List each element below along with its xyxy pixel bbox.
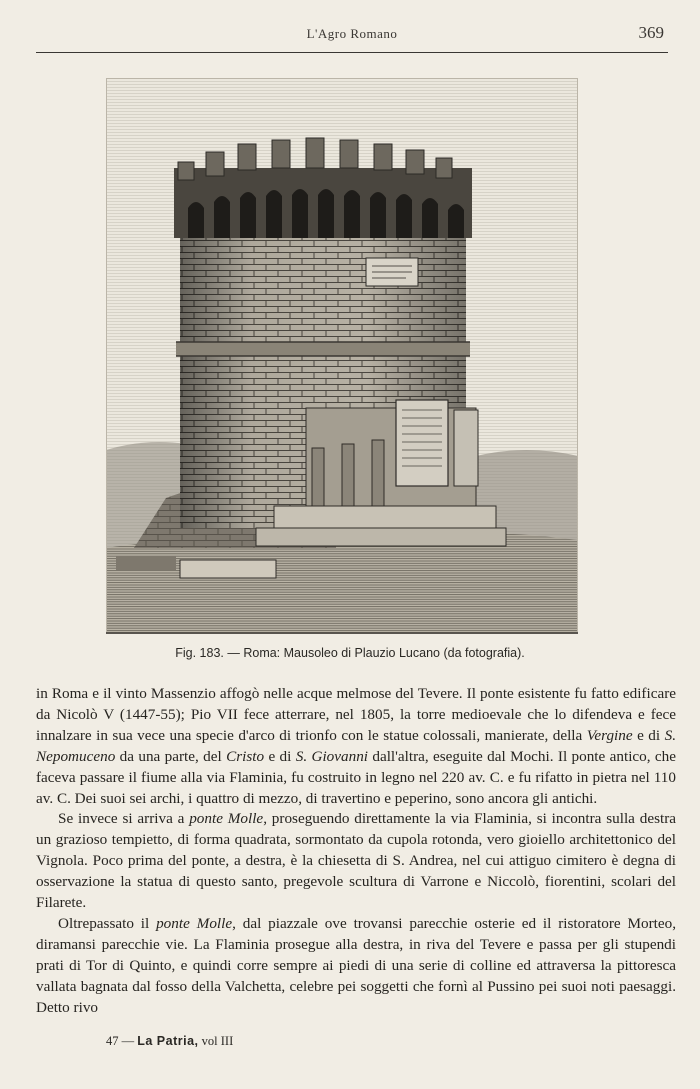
paragraph-2 bbox=[36, 809, 676, 914]
publication-title: La Patria, bbox=[137, 1034, 199, 1048]
signature-mark: 47 — bbox=[106, 1034, 135, 1048]
volume-label: vol III bbox=[201, 1034, 234, 1048]
italic-term: S. Giovanni bbox=[295, 747, 369, 765]
italic-term: Cristo bbox=[226, 747, 265, 765]
text-run: , proseguendo direttamente la via Flaminia, si incontra sulla destra un grazioso tempietto, di forma quadrata, sormontato da cupola rotonda, vero gioiello architettonico del Vignola. Poco prima del ponte, a destra, è la chiesetta di S. Andrea, nel cui attiguo cimitero è degna di osservazione la statua di questo santo, pregevole scultura di Varrone e Niccolò, fiorentini, scolari del Filarete. bbox=[36, 810, 676, 912]
signature-footer bbox=[106, 1034, 233, 1049]
text-run: da una parte, del bbox=[115, 747, 227, 765]
body-text bbox=[36, 684, 676, 1019]
running-header bbox=[36, 22, 668, 53]
text-run: e di bbox=[264, 747, 296, 765]
text-run: e di bbox=[632, 726, 665, 744]
paragraph-3 bbox=[36, 914, 676, 1019]
running-title: L'Agro Romano bbox=[306, 26, 398, 41]
engraving-mausoleum bbox=[106, 78, 578, 634]
text-run: in Roma e il vinto Massenzio affogò nelle acque melmose del Tevere. Il ponte esistente fu fatto edificare da Nicolò V (1447-55); Pio VII fece atterrare, nel 1805, la torre medioevale che lo difendeva e fece innalzare in sua vece una specie d'arco di trionfo con le statue colossali, manierate, della bbox=[36, 685, 676, 744]
italic-term: ponte Molle bbox=[189, 810, 264, 828]
text-run: , dal piazzale ove trovansi parecchie osterie ed il ristoratore Morteo, diramansi parecchie vie. La Flaminia prosegue alla destra, in riva del Tevere e passa per gli stupendi prati di Tor di Quinto, e quindi corre sempre ai piedi di una serie di colline ed attraversa la pittoresca vallata bagnata dal fosso della Valchetta, celebre pei soggetti che fornì al Pussino pei suoi noti paesaggi. Detto rivo bbox=[36, 914, 676, 1016]
paragraph-1 bbox=[36, 684, 676, 809]
italic-term: S. Nepomuceno bbox=[36, 726, 676, 765]
text-run: Se invece si arriva a bbox=[58, 810, 190, 828]
page-number: 369 bbox=[638, 23, 664, 42]
figure-caption: Fig. 183. — Roma: Mausoleo di Plauzio Lucano (da fotografia). bbox=[175, 646, 525, 660]
text-run: Oltrepassato il bbox=[58, 914, 157, 932]
text-run: dall'altra, eseguite dal Mochi. Il ponte antico, che faceva passare il fiume alla via Flaminia, fu costruito in legno nel 220 av. C. e fu rifatto in pietra nel 110 av. C. Dei suoi sei archi, i quattro di mezzo, di travertino e peperino, sono ancora gli antichi. bbox=[36, 747, 676, 807]
italic-term: ponte Molle bbox=[156, 914, 233, 932]
italic-term: Vergine bbox=[586, 726, 633, 744]
